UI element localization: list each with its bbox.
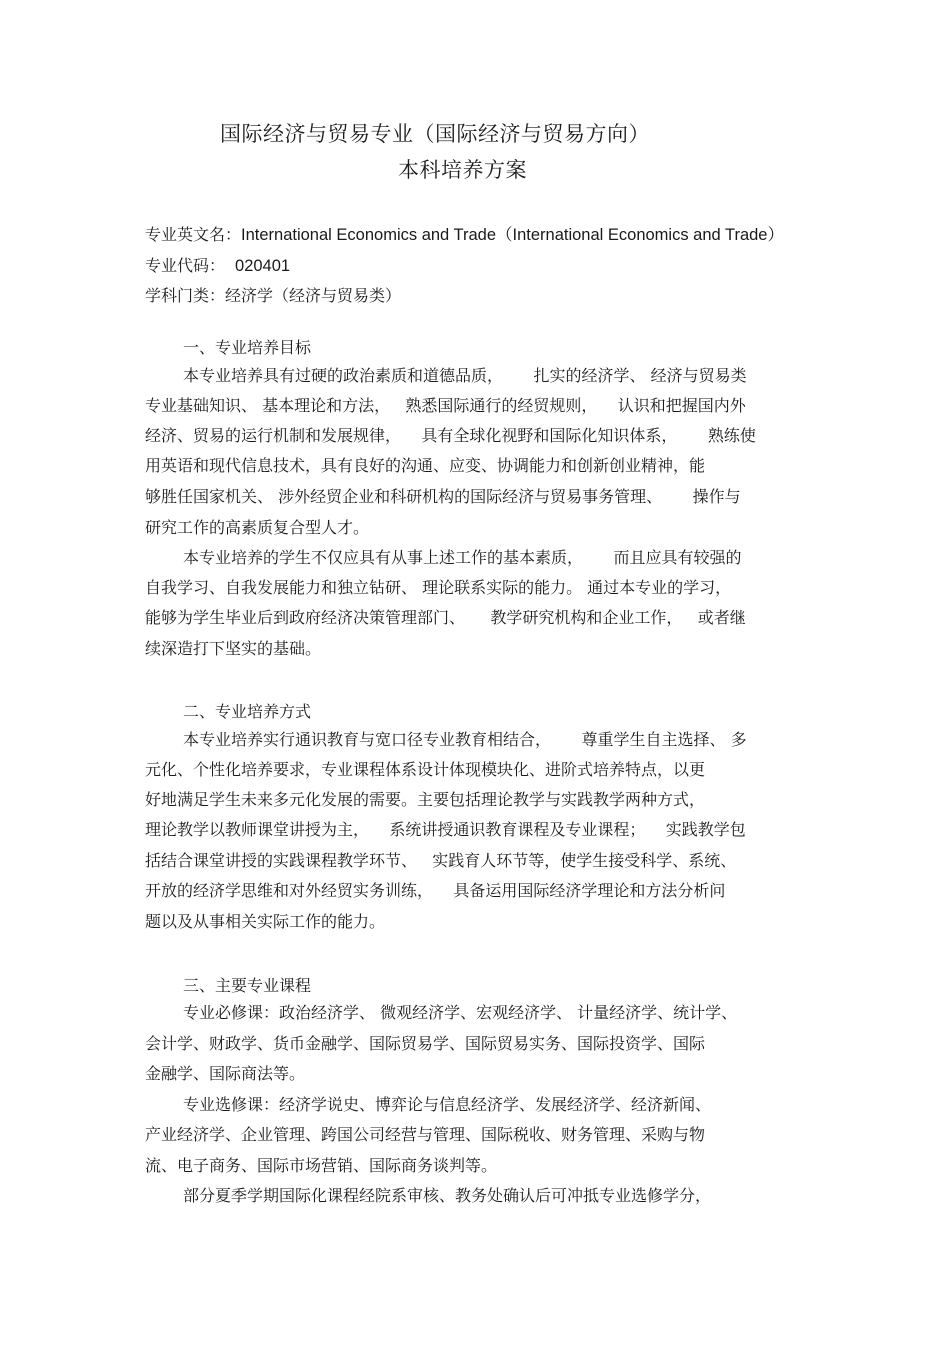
paragraph-line: 经济、贸易的运行机制和发展规律， 具有全球化视野和国际化知识体系， 熟练使 xyxy=(145,426,756,445)
paragraph-line: 本专业培养具有过硬的政治素质和道德品质， 扎实的经济学、 经济与贸易类 xyxy=(183,366,747,385)
paragraph-line: 好地满足学生未来多元化发展的需要。主要包括理论教学与实践教学两种方式， xyxy=(145,790,706,809)
major-code-row xyxy=(145,253,290,276)
paragraph-line: 本专业培养实行通识教育与宽口径专业教育相结合， 尊重学生自主选择、 多 xyxy=(183,730,747,749)
paragraph-line: 专业选修课：经济学说史、博弈论与信息经济学、发展经济学、经济新闻、 xyxy=(183,1095,712,1114)
paragraph-line: 用英语和现代信息技术，具有良好的沟通、应变、协调能力和创新创业精神，能 xyxy=(145,456,706,475)
paragraph-line: 开放的经济学思维和对外经贸实务训练， 具备运用国际经济学理论和方法分析问 xyxy=(145,881,726,900)
paragraph-line: 括结合课堂讲授的实践课程教学环节、 实践育人环节等，使学生接受科学、系统、 xyxy=(145,851,737,870)
paragraph-line: 部分夏季学期国际化课程经院系审核、教务处确认后可冲抵专业选修学分， xyxy=(183,1186,712,1205)
paragraph-line: 题以及从事相关实际工作的能力。 xyxy=(145,912,386,931)
major-code-label: 专业代码： xyxy=(145,256,226,275)
paragraph-line: 理论教学以教师课堂讲授为主， 系统讲授通识教育课程及专业课程； 实践教学包 xyxy=(145,820,746,839)
english-name-label: 专业英文名： xyxy=(145,225,242,244)
english-name-value: International Economics and Trade（International Economics and Trade） xyxy=(241,226,784,244)
english-name-row xyxy=(145,221,784,245)
section-heading: 一、专业培养目标 xyxy=(183,338,312,357)
paragraph-line: 专业基础知识、 基本理论和方法， 熟悉国际通行的经贸规则， 认识和把握国内外 xyxy=(145,396,746,415)
paragraph-line: 够胜任国家机关、 涉外经贸企业和科研机构的国际经济与贸易事务管理、 操作与 xyxy=(145,487,741,506)
paragraph-line: 元化、个性化培养要求，专业课程体系设计体现模块化、进阶式培养特点，以更 xyxy=(145,760,706,779)
paragraph-line: 研究工作的高素质复合型人才。 xyxy=(145,518,370,537)
paragraph-line: 产业经济学、企业管理、跨国公司经营与管理、国际税收、财务管理、采购与物 xyxy=(145,1125,706,1144)
major-code-value: 020401 xyxy=(235,257,291,275)
document-subtitle: 本科培养方案 xyxy=(398,158,527,182)
paragraph-line: 专业必修课：政治经济学、 微观经济学、宏观经济学、 计量经济学、统计学、 xyxy=(183,1003,738,1022)
paragraph-line: 流、电子商务、国际市场营销、国际商务谈判等。 xyxy=(145,1156,498,1175)
section-heading: 二、专业培养方式 xyxy=(183,702,312,721)
document-title: 国际经济与贸易专业（国际经济与贸易方向） xyxy=(220,122,650,146)
paragraph-line: 自我学习、自我发展能力和独立钻研、 理论联系实际的能力。 通过本专业的学习， xyxy=(145,578,732,597)
paragraph-line: 本专业培养的学生不仅应具有从事上述工作的基本素质， 而且应具有较强的 xyxy=(183,548,742,567)
paragraph-line: 续深造打下坚实的基础。 xyxy=(145,639,322,658)
paragraph-line: 金融学、国际商法等。 xyxy=(145,1064,306,1083)
discipline-category: 学科门类：经济学（经济与贸易类） xyxy=(145,286,402,305)
paragraph-line: 能够为学生毕业后到政府经济决策管理部门、 教学研究机构和企业工作， 或者继 xyxy=(145,608,746,627)
paragraph-line: 会计学、财政学、货币金融学、国际贸易学、国际贸易实务、国际投资学、国际 xyxy=(145,1034,706,1053)
section-heading: 三、主要专业课程 xyxy=(183,976,312,995)
